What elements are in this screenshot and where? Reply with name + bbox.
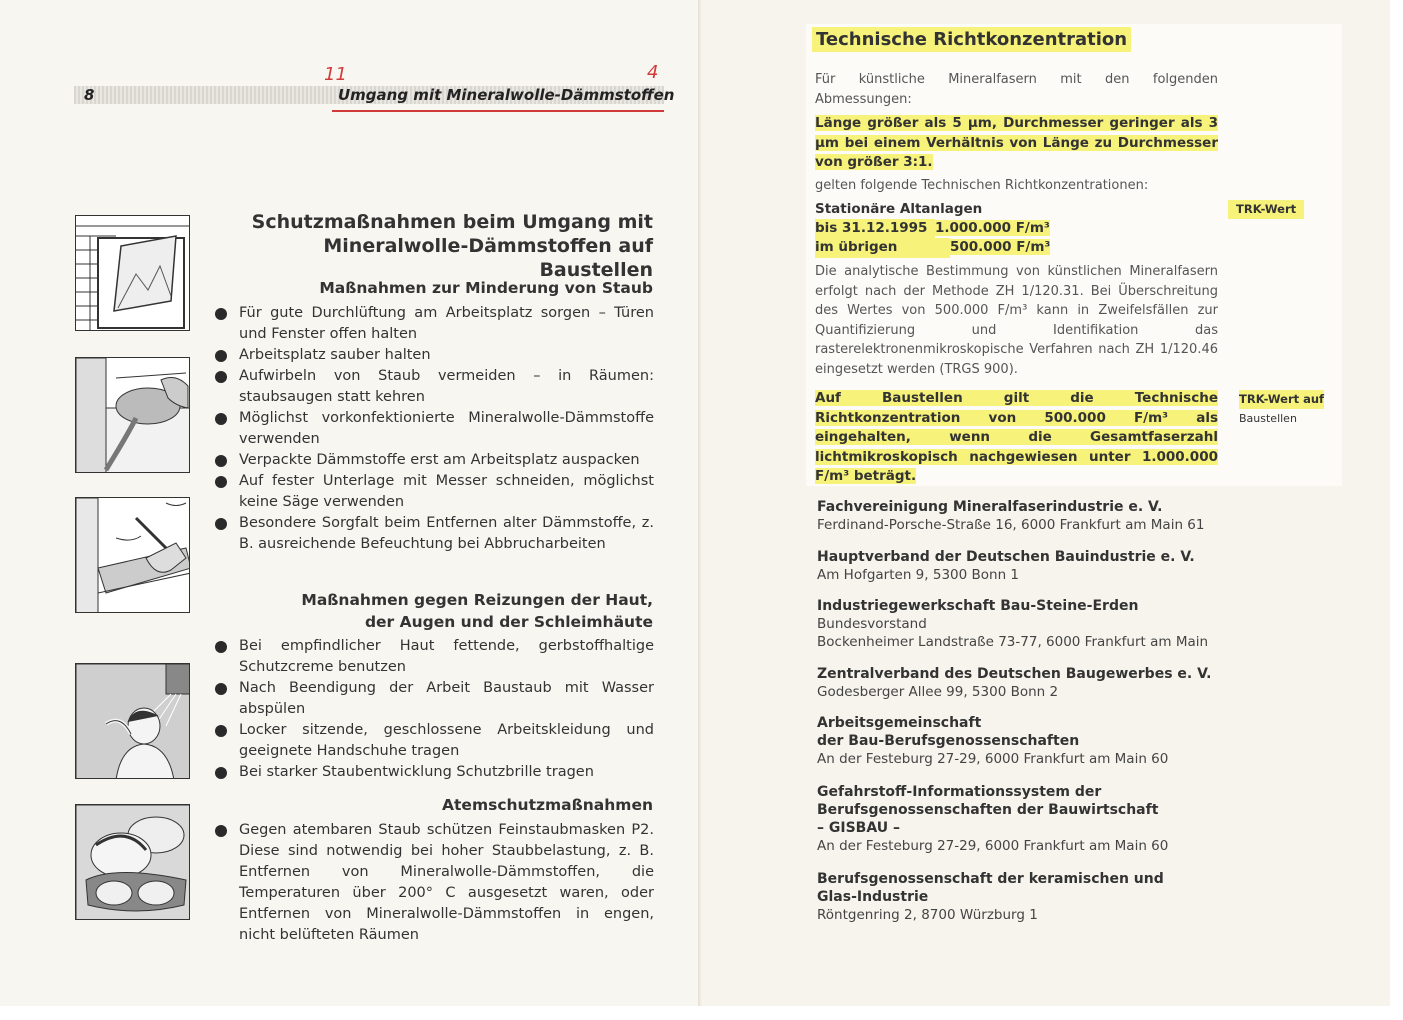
bullet-icon xyxy=(215,476,227,488)
section-skin-heading: Maßnahmen gegen Reizungen der Haut, der Augen und der Schleimhäute xyxy=(301,591,653,631)
org-entry: Industriegewerkschaft Bau-Steine-Erden Bundesvorstand Bockenheimer Landstraße 73-77, 6000 Frankfurt am Main xyxy=(817,598,1209,650)
bullet-icon xyxy=(215,683,227,695)
bullet-icon xyxy=(215,413,227,425)
list-item: Bei starker Staubentwicklung Schutzbrille tragen xyxy=(214,762,654,783)
bullet-icon xyxy=(215,767,227,779)
list-item: Locker sitzende, geschlossene Arbeitskleidung und geeignete Handschuhe tragen xyxy=(214,720,654,762)
trk-site-side-label: TRK-Wert auf Baustellen xyxy=(1239,392,1325,425)
handwritten-mark-left: 11 xyxy=(324,64,347,85)
list-item: Verpackte Dämmstoffe erst am Arbeitsplatz auspacken xyxy=(214,450,654,471)
list-item: Möglichst vorkonfektionierte Mineralwolle-Dämmstoffe verwenden xyxy=(214,408,654,450)
dust-measures-list xyxy=(214,303,654,555)
scan-right-edge xyxy=(1390,0,1403,1020)
list-item: Auf fester Unterlage mit Messer schneiden, möglichst keine Säge verwenden xyxy=(214,471,654,513)
trk-row-2: im übrigen 500.000 F/m³ xyxy=(815,238,1218,258)
trk-title: Technische Richtkonzentration xyxy=(812,27,1131,52)
respiratory-measures-list xyxy=(214,820,654,946)
trk-row-1: bis 31.12.1995 1.000.000 F/m³ xyxy=(815,219,1218,239)
bullet-icon xyxy=(215,518,227,530)
main-heading xyxy=(205,210,653,282)
org-entry: Arbeitsgemeinschaft der Bau-Berufsgenossenschaften An der Festeburg 27-29, 6000 Frankfurt am Main 60 xyxy=(817,715,1169,767)
trk-side-label: TRK-Wert xyxy=(1228,200,1304,219)
skin-measures-list xyxy=(214,636,654,783)
main-heading-line2: Mineralwolle-Dämmstoffen auf Baustellen xyxy=(323,235,653,281)
trk-site-text: Auf Baustellen gilt die Technische Richtkonzentration von 500.000 F/m³ als eingehalten, wenn die Gesamtfaserzahl lichtmikroskopisch nachgewiesen unter 1.000.000 F/m³ beträgt. xyxy=(815,390,1218,484)
org-entry: Fachvereinigung Mineralfaserindustrie e. V. Ferdinand-Porsche-Straße 16, 6000 Frankfurt am Main 61 xyxy=(817,499,1205,533)
list-item: Arbeitsplatz sauber halten xyxy=(214,345,654,366)
org-entry: Hauptverband der Deutschen Bauindustrie e. V. Am Hofgarten 9, 5300 Bonn 1 xyxy=(817,549,1195,583)
list-item: Nach Beendigung der Arbeit Baustaub mit Wasser abspülen xyxy=(214,678,654,720)
org-entry: Berufsgenossenschaft der keramischen und Glas-Industrie Röntgenring 2, 8700 Würzburg 1 xyxy=(817,871,1164,923)
running-head: Umgang mit Mineralwolle-Dämmstoffen xyxy=(338,86,675,104)
list-item: Gegen atembaren Staub schützen Feinstaubmasken P2. Diese sind notwendig bei hoher Staubbelastung, z. B. Entfernen von Mineralwolle-Dämmstoffen, die Temperaturen über 200° C ausgesetzt waren, oder Entfernen von Mineralwolle-Dämmstoffen in engen, nicht belüfteten Räumen xyxy=(214,820,654,946)
page-number: 8 xyxy=(84,86,95,104)
handwritten-underline xyxy=(332,110,664,112)
bullet-icon xyxy=(215,725,227,737)
list-item: Für gute Durchlüftung am Arbeitsplatz sorgen – Türen und Fenster offen halten xyxy=(214,303,654,345)
illustration-washing-skin xyxy=(75,663,190,779)
scan-bottom-edge xyxy=(0,1006,1403,1020)
book-gutter xyxy=(698,0,702,1020)
bullet-icon xyxy=(215,371,227,383)
org-entry: Gefahrstoff-Informationssystem der Berufsgenossenschaften der Bauwirtschaft – GISBAU – An der Festeburg 27-29, 6000 Frankfurt am Main 60 xyxy=(817,784,1169,854)
illustration-open-window xyxy=(75,215,190,331)
bullet-icon xyxy=(215,455,227,467)
list-item: Besondere Sorgfalt beim Entfernen alter Dämmstoffe, z. B. ausreichende Befeuchtung bei Abbrucharbeiten xyxy=(214,513,654,555)
illustration-mask-goggles xyxy=(75,804,190,920)
stationary-label: Stationäre Altanlagen xyxy=(815,201,983,217)
list-item: Bei empfindlicher Haut fettende, gerbstoffhaltige Schutzcreme benutzen xyxy=(214,636,654,678)
illustration-knife-cutting xyxy=(75,497,190,613)
list-item: Aufwirbeln von Staub vermeiden – in Räumen: staubsaugen statt kehren xyxy=(214,366,654,408)
trk-values-intro: gelten folgende Technischen Richtkonzentrationen: xyxy=(815,178,1149,193)
bullet-icon xyxy=(215,641,227,653)
handwritten-mark-right: 4 xyxy=(647,62,659,83)
illustration-vacuum-cleaning xyxy=(75,357,190,473)
section-respiratory-heading: Atemschutzmaßnahmen xyxy=(442,796,653,814)
bullet-icon xyxy=(215,350,227,362)
trk-analysis-text: Die analytische Bestimmung von künstlichen Mineralfasern erfolgt nach der Methode ZH 1/120.31. Bei Überschreitung des Wertes von 500.000 F/m³ kann in Zweifelsfällen zur Quantifizierung und Identifikation das rasterelektronenmikroskopische Verfahren nach ZH 1/120.46 eingesetzt werden (TRGS 900). xyxy=(815,264,1218,377)
main-heading-line1: Schutzmaßnahmen beim Umgang mit xyxy=(251,211,653,233)
org-entry: Zentralverband des Deutschen Baugewerbes e. V. Godesberger Allee 99, 5300 Bonn 2 xyxy=(817,666,1212,700)
bullet-icon xyxy=(215,825,227,837)
section-dust-heading: Maßnahmen zur Minderung von Staub xyxy=(319,279,653,297)
trk-intro: Für künstliche Mineralfasern mit den folgenden Abmessungen: xyxy=(815,72,1218,107)
trk-dimensions: Länge größer als 5 µm, Durchmesser geringer als 3 µm bei einem Verhältnis von Länge zu Durchmesser von größer 3:1. xyxy=(815,115,1218,170)
bullet-icon xyxy=(215,308,227,320)
